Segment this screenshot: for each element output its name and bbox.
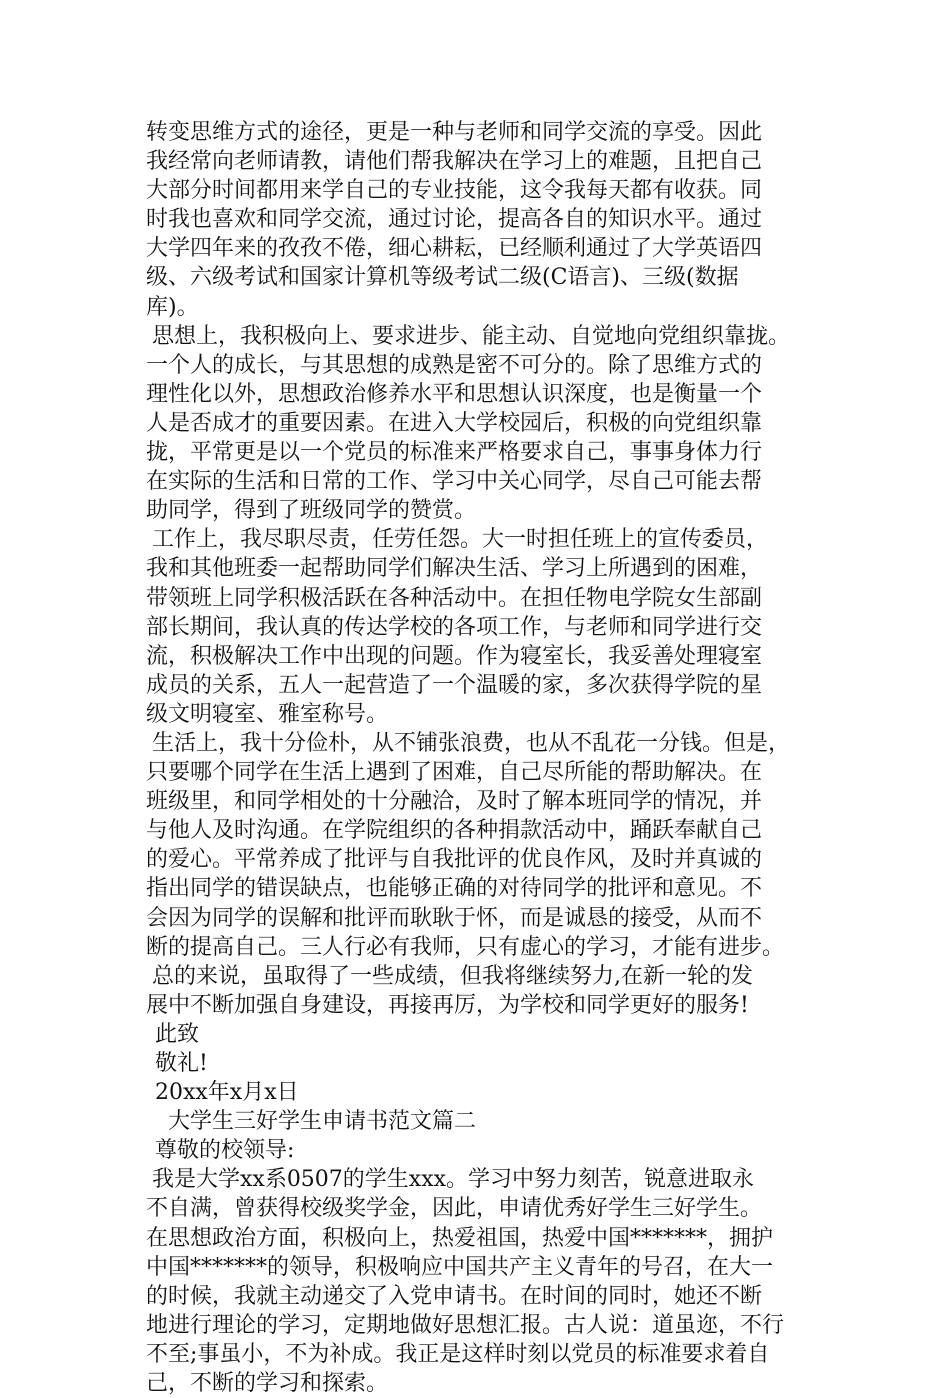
text-line: 我和其他班委一起帮助同学们解决生活、学习上所遇到的困难， [146, 556, 763, 582]
text-line: 会因为同学的误解和批评而耿耿于怀，而是诚恳的接受，从而不 [146, 905, 763, 931]
text-line: 我经常向老师请教，请他们帮我解决在学习上的难题，且把自己 [146, 149, 763, 175]
text-line: 中国*******的领导，积极响应中国共产主义青年的号召，在大一 [146, 1254, 774, 1280]
text-line: 与他人及时沟通。在学院组织的各种捐款活动中，踊跃奉献自己 [146, 818, 763, 844]
text-line: 大部分时间都用来学自己的专业技能，这令我每天都有收获。同 [146, 178, 763, 204]
paragraph-start-line: 工作上，我尽职尽责，任劳任怨。大一时担任班上的宣传委员， [152, 527, 769, 553]
paragraph-start-line: 生活上，我十分俭朴，从不铺张浪费，也从不乱花一分钱。但是， [152, 730, 791, 756]
text-line: 级、六级考试和国家计算机等级考试二级(C语言)、三级(数据 [146, 265, 739, 291]
section-heading: 大学生三好学生申请书范文篇二 [168, 1109, 477, 1135]
paragraph-start-line: 我是大学xx系0507的学生xxx。学习中努力刻苦，锐意进取永 [152, 1167, 755, 1193]
text-line: 拢，平常更是以一个党员的标准来严格要求自己，事事身体力行 [146, 440, 763, 466]
text-line: 助同学，得到了班级同学的赞赏。 [146, 498, 477, 524]
text-line: 的爱心。平常养成了批评与自我批评的优良作风，及时并真诚的 [146, 847, 763, 873]
text-line: 指出同学的错误缺点，也能够正确的对待同学的批评和意见。不 [146, 876, 763, 902]
text-line: 时我也喜欢和同学交流，通过讨论，提高各自的知识水平。通过 [146, 207, 763, 233]
text-line: 展中不断加强自身建设，再接再厉，为学校和同学更好的服务! [146, 992, 749, 1018]
closing-salute: 敬礼! [155, 1051, 208, 1076]
text-line: 在思想政治方面，积极向上，热爱祖国，热爱中国*******，拥护 [146, 1225, 774, 1251]
document-body [146, 118, 816, 1398]
text-line: 级文明寝室、雅室称号。 [146, 701, 389, 727]
paragraph-start-line: 总的来说，虽取得了一些成绩，但我将继续努力,在新一轮的发 [152, 963, 753, 989]
date-line: 20xx年x月x日 [155, 1080, 299, 1106]
text-line: 己，不断的学习和探索。 [146, 1371, 389, 1397]
closing-line: 此致 [155, 1021, 200, 1047]
text-line: 地进行理论的学习，定期地做好思想汇报。古人说：道虽迩，不行 [146, 1312, 785, 1338]
text-line: 人是否成才的重要因素。在进入大学校园后，积极的向党组织靠 [146, 410, 763, 436]
text-line: 只要哪个同学在生活上遇到了困难，自己尽所能的帮助解决。在 [146, 760, 763, 786]
text-line: 成员的关系，五人一起营造了一个温暖的家，多次获得学院的星 [146, 672, 763, 698]
text-line: 转变思维方式的途径，更是一种与老师和同学交流的享受。因此 [146, 120, 763, 145]
text-line: 库)。 [146, 294, 199, 320]
text-line: 理性化以外，思想政治修养水平和思想认识深度，也是衡量一个 [146, 381, 763, 407]
paragraph-start-line: 思想上，我积极向上、要求进步、能主动、自觉地向党组织靠拢。 [152, 323, 791, 349]
text-line: 不自满，曾获得校级奖学金，因此，申请优秀好学生三好学生。 [146, 1196, 763, 1222]
text-line: 流，积极解决工作中出现的问题。作为寝室长，我妥善处理寝室 [146, 643, 763, 669]
text-line: 部长期间，我认真的传达学校的各项工作，与老师和同学进行交 [146, 614, 763, 640]
text-line: 班级里，和同学相处的十分融洽，及时了解本班同学的情况，并 [146, 789, 763, 815]
text-line: 一个人的成长，与其思想的成熟是密不可分的。除了思维方式的 [146, 352, 763, 378]
text-line: 断的提高自己。三人行必有我师，只有虚心的学习，才能有进步。 [146, 934, 785, 960]
salutation: 尊敬的校领导: [155, 1138, 295, 1164]
text-line: 的时候，我就主动递交了入党申请书。在时间的同时，她还不断 [146, 1283, 763, 1309]
text-line: 不至;事虽小，不为补成。我正是这样时刻以党员的标准要求着自 [146, 1341, 770, 1367]
text-line: 在实际的生活和日常的工作、学习中关心同学，尽自己可能去帮 [146, 469, 763, 495]
text-line: 带领班上同学积极活跃在各种活动中。在担任物电学院女生部副 [146, 585, 763, 611]
text-line: 大学四年来的孜孜不倦，细心耕耘，已经顺利通过了大学英语四 [146, 236, 763, 262]
